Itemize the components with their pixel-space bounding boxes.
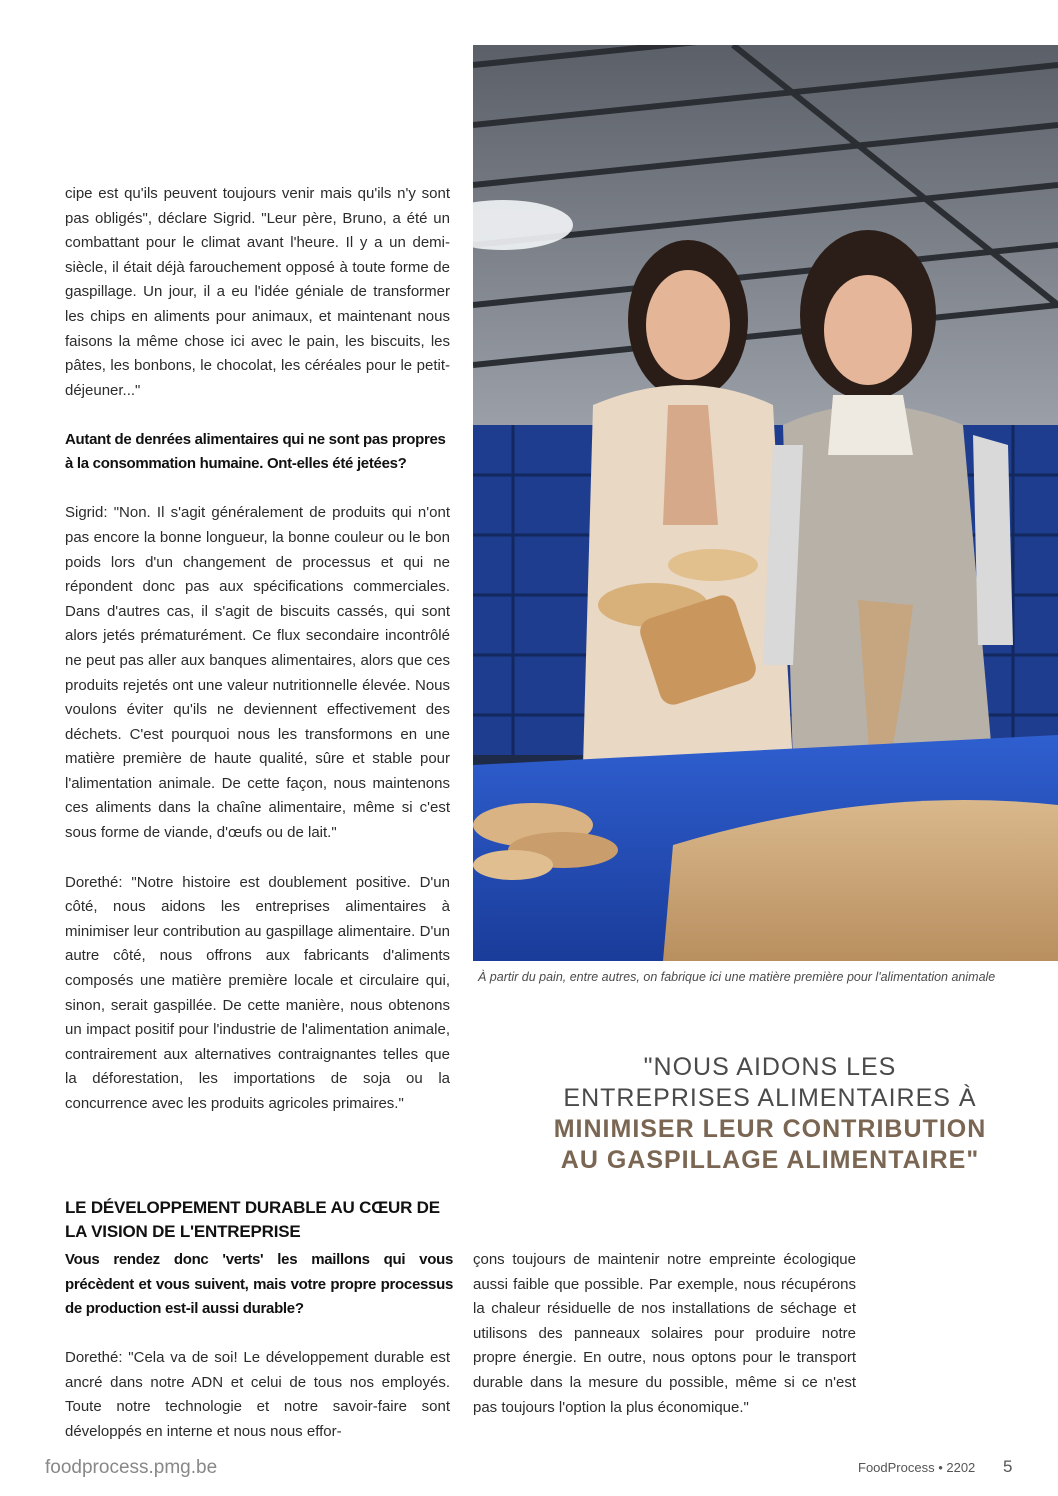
left-column — [65, 182, 450, 1117]
paragraph-4: Dorethé: "Cela va de soi! Le développement durable est ancré dans notre ADN et celui de tous nos employés. Toute notre technologie et notre savoir-faire sont développés en interne et nous nous effor- — [65, 1349, 450, 1440]
footer-website[interactable]: foodprocess.pmg.be — [45, 1457, 218, 1478]
question-1: Autant de denrées alimentaires qui ne sont pas propres à la consommation humaine. Ont-elles été jetées? — [65, 431, 446, 473]
question-2: Vous rendez donc 'verts' les maillons qui vous précèdent et vous suivent, mais votre propre processus de production est-il aussi durable? — [65, 1251, 453, 1317]
paragraph-3: Dorethé: "Notre histoire est doublement positive. D'un côté, nous aidons les entreprises alimentaires à minimiser leur contribution au gaspillage alimentaire. D'un autre côté, nous offrons aux fabricants d'aliments composés une matière première locale et circulaire qui, sinon, serait gaspillée. De cette manière, nous obtenons un impact positif pour l'industrie de l'alimentation animale, contrairement aux alternatives contraignantes telles que la déforestation, les importations de soja ou la concurrence avec les produits agricoles primaires." — [65, 873, 450, 1112]
pull-quote-line-3: MINIMISER LEUR CONTRIBUTION — [553, 1115, 987, 1143]
paragraph-5: çons toujours de maintenir notre empreinte écologique aussi faible que possible. Par exemple, nous récupérons la chaleur résiduelle de nos installations de séchage et utilisons des panneaux solaires pour produire notre propre énergie. En outre, nous optons pour le transport durable dans la mesure du possible, même si ce n'est pas toujours l'option la plus économique." — [473, 1251, 856, 1416]
page-number: 5 — [1003, 1457, 1013, 1476]
pull-quote-line-2: ENTREPRISES ALIMENTAIRES À — [563, 1084, 977, 1112]
footer-issue: FoodProcess • 2202 — [858, 1460, 976, 1475]
pull-quote-line-4: AU GASPILLAGE ALIMENTAIRE" — [560, 1146, 980, 1174]
photo-caption: À partir du pain, entre autres, on fabrique ici une matière première pour l'alimentation animale — [478, 970, 996, 984]
section-heading: LE DÉVELOPPEMENT DURABLE AU CŒUR DE LA VISION DE L'ENTREPRISE — [65, 1198, 440, 1241]
article-photo — [473, 45, 1058, 961]
paragraph-1: cipe est qu'ils peuvent toujours venir mais qu'ils n'y sont pas obligés", déclare Sigrid. "Leur père, Bruno, a été un combattant pour le climat avant l'heure. Il y a un demi-siècle, il était déjà farouchement opposé à toute forme de gaspillage. Un jour, il a eu l'idée géniale de transformer les chips en aliments pour animaux, et maintenant nous faisons la même chose ici avec le pain, les biscuits, les pâtes, les bonbons, le chocolat, les céréales pour le petit-déjeuner..." — [65, 185, 450, 399]
paragraph-2: Sigrid: "Non. Il s'agit généralement de produits qui n'ont pas encore la bonne longueur, la bonne couleur ou le bon poids lors d'un changement de processus et qui ne répondent donc pas aux spécifications commerciales. Dans d'autres cas, il s'agit de biscuits cassés, qui sont alors jetés prématurément. Ce flux secondaire incontrôlé ne peut pas aller aux banques alimentaires, alors que ces produits rejetés ont une valeur nutritionnelle élevée. Nous voulons éviter qu'ils ne deviennent effectivement des déchets. C'est pourquoi nous les transformons en une matière première de haute qualité, sûre et stable pour l'alimentation animale. De cette façon, nous maintenons ces aliments dans la chaîne alimentaire, même si c'est sous forme de viande, d'œufs ou de lait." — [65, 504, 450, 842]
pull-quote-line-1: "NOUS AIDONS LES — [643, 1053, 897, 1081]
pull-quote — [510, 1052, 1030, 1176]
